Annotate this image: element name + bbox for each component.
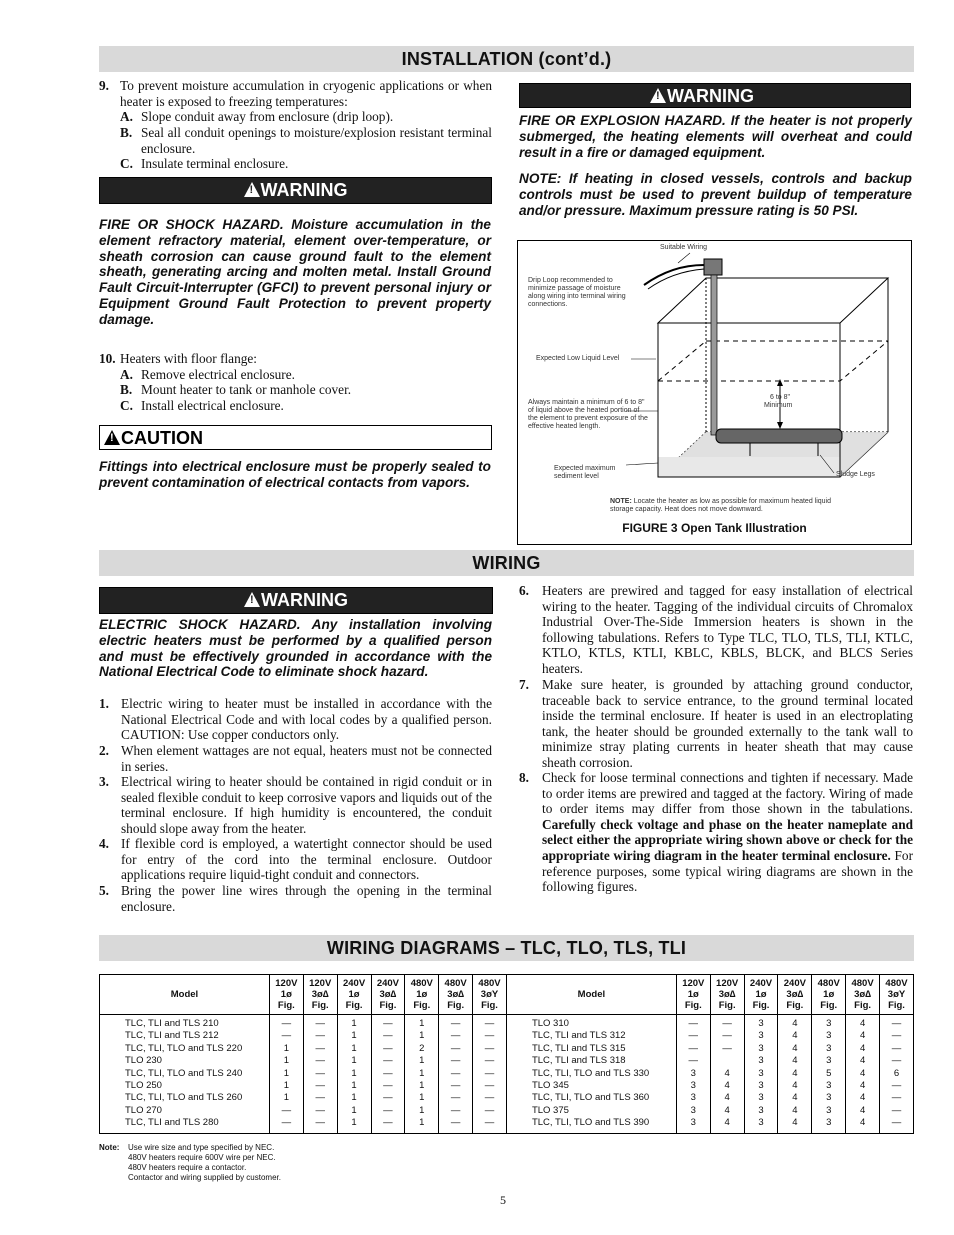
model-name: TLC, TLI, TLO and TLS 360	[531, 1092, 650, 1104]
figure-value: 4	[792, 1055, 798, 1067]
item-10-number: 10.	[99, 351, 116, 366]
warning-label: WARNING	[260, 180, 348, 200]
wiring-diagrams-table	[99, 974, 914, 1134]
column-header-line: 3ø∆	[854, 989, 872, 1000]
figure-value: 3	[690, 1092, 696, 1104]
table-note-1: Use wire size and type specified by NEC.	[128, 1143, 275, 1152]
figure-value: 4	[724, 1117, 730, 1129]
figure-value: 4	[792, 1117, 798, 1129]
figure-value: —	[383, 1104, 393, 1116]
installation-header: INSTALLATION (cont’d.)	[99, 46, 914, 72]
figure-value: —	[484, 1030, 495, 1042]
figure-value: —	[688, 1055, 699, 1067]
column-header-line: 120V	[716, 978, 739, 989]
wiring-item-7-text: Make sure heater, is grounded by attaching ground conductor, traceable back to service entrance, to the ground terminal located inside the terminal enclosure. If heater is used in an electroplating tank, the heater should be grounded externally to the tank wall to minimize stray plating currents in heater sheath that may cause sheath corrosion.	[542, 677, 913, 770]
wiring-item-8-number: 8.	[519, 770, 529, 785]
figure-value: 6	[893, 1067, 900, 1079]
figure-value: 4	[792, 1092, 798, 1104]
figure-value: 4	[792, 1067, 798, 1079]
figure-value: —	[315, 1042, 325, 1054]
figure-cell	[405, 1015, 439, 1134]
column-header-voltage	[473, 975, 507, 1015]
figure-value: 1	[283, 1067, 289, 1079]
column-header-voltage	[880, 975, 914, 1015]
figure-value: —	[383, 1117, 393, 1129]
model-name: TLO 230	[125, 1055, 162, 1067]
page-number: 5	[500, 1193, 506, 1207]
column-header-line: Fig.	[379, 1000, 397, 1011]
label-drip-loop: Drip Loop recommended to minimize passage of moisture along wiring into terminal wiring connections.	[528, 277, 626, 308]
figure-value: —	[383, 1042, 393, 1054]
figure-value	[711, 1055, 744, 1067]
figure-value: 4	[859, 1104, 866, 1116]
column-header-line: Fig.	[820, 1000, 838, 1011]
figure-value: 1	[419, 1079, 425, 1091]
column-header-line: 240V	[783, 978, 806, 989]
figure-value: 1	[419, 1117, 425, 1129]
figure-value: —	[450, 1055, 461, 1067]
figure-value: 3	[758, 1104, 764, 1116]
caution-triangle-icon: !	[104, 430, 120, 445]
column-header-line: 240V	[376, 978, 400, 989]
item-10c-letter: C.	[120, 398, 133, 413]
figure-value: —	[891, 1117, 902, 1129]
model-name: TLO 270	[125, 1104, 162, 1116]
figure-cell	[337, 1015, 371, 1134]
wiring-diagrams-header: WIRING DIAGRAMS – TLC, TLO, TLS, TLI	[99, 935, 914, 961]
table-note-2: 480V heaters require 600V wire per NEC.	[128, 1153, 276, 1162]
column-header-voltage	[812, 975, 846, 1015]
model-name: TLC, TLI and TLS 210	[125, 1018, 219, 1029]
figure-value: 4	[859, 1117, 866, 1129]
figure-value: 1	[351, 1104, 357, 1116]
figure-value: 4	[724, 1079, 730, 1091]
figure-3-caption: FIGURE 3 Open Tank Illustration	[622, 521, 807, 535]
figure-value: 1	[351, 1092, 357, 1104]
model-name: TLC, TLI, TLO and TLS 330	[531, 1067, 650, 1079]
column-header-voltage	[778, 975, 812, 1015]
figure-value: 3	[758, 1067, 764, 1079]
warning-banner-electric-shock	[99, 587, 493, 614]
item-9c-letter: C.	[120, 156, 133, 171]
figure-value: —	[891, 1030, 902, 1042]
figure-value: 1	[351, 1055, 357, 1067]
column-header-line: Fig.	[786, 1000, 804, 1011]
figure-value: —	[315, 1067, 325, 1079]
label-suitable-wiring: Suitable Wiring	[660, 244, 708, 251]
figure-value: 4	[724, 1067, 730, 1079]
figure-value: 1	[419, 1092, 425, 1104]
column-header-line: Fig.	[481, 1000, 498, 1011]
model-name: TLC, TLI and TLS 318	[531, 1055, 626, 1067]
figure-value: —	[891, 1018, 902, 1029]
column-header-voltage	[710, 975, 744, 1015]
warning-fire-explosion-text: FIRE OR EXPLOSION HAZARD. If the heater is not properly submerged, the heating elements will overheat and could result in a fire or damaged equipment.	[519, 113, 912, 160]
wiring-item-4-text: If flexible cord is employed, a watertight connector should be used for entry of the cord into the terminal enclosure. Outdoor applications require liquid-tight conduit and connectors.	[121, 836, 492, 883]
figure-value: —	[891, 1104, 902, 1116]
column-header-voltage	[303, 975, 337, 1015]
figure-value: —	[450, 1067, 461, 1079]
table-notes	[99, 1143, 281, 1182]
wiring-item-8-text-b: For reference purposes, some typical wiring diagrams are shown in the following figures.	[542, 847, 914, 895]
label-sediment-level: Expected maximum sediment level	[554, 465, 616, 480]
figure-value: 1	[419, 1104, 425, 1116]
figure-value: —	[315, 1079, 325, 1091]
figure-value: 1	[351, 1079, 357, 1091]
column-header-line: Fig.	[752, 1000, 770, 1011]
figure-3-open-tank	[517, 240, 912, 545]
figure-value: —	[484, 1117, 495, 1129]
figure-value: —	[722, 1042, 732, 1054]
figure-value: —	[450, 1042, 461, 1054]
column-header-line: 3ø∆	[718, 989, 736, 1000]
item-9-number: 9.	[99, 78, 109, 93]
figure-value: 3	[758, 1042, 764, 1054]
column-header-line: 1ø	[416, 989, 428, 1000]
column-header-voltage	[405, 975, 439, 1015]
column-header-line: 3ø∆	[379, 989, 397, 1000]
table-note-label: Note:	[99, 1143, 120, 1152]
figure-value: 1	[351, 1042, 357, 1054]
wiring-item-1-number: 1.	[99, 696, 109, 711]
column-header-line: 1ø	[755, 989, 767, 1000]
figure-value: 3	[690, 1117, 696, 1129]
column-header-voltage	[676, 975, 710, 1015]
column-header-line: Fig.	[413, 1000, 431, 1011]
figure-value: —	[281, 1117, 292, 1129]
warning-label: WARNING	[261, 590, 348, 610]
column-header-line: 3ø∆	[447, 989, 465, 1000]
label-sludge-legs: Sludge Legs	[836, 471, 875, 478]
figure-cell	[778, 1015, 812, 1134]
warning-triangle-icon: !	[244, 182, 260, 197]
figure-value: —	[688, 1030, 699, 1042]
wiring-item-3-text: Electrical wiring to heater should be contained in rigid conduit or in sealed flexible conduit to keep corrosive vapors and liquids out of the terminal enclosure. If high humidity is encountered, the conduit should slope away from the heater.	[121, 774, 492, 836]
table-header-row	[100, 975, 914, 1015]
column-header-model	[506, 975, 676, 1015]
figure-value: —	[688, 1018, 699, 1029]
figure-value: 1	[283, 1079, 289, 1091]
figure-value: —	[484, 1104, 495, 1116]
wiring-item-8-text	[542, 770, 913, 895]
figure-value: 3	[826, 1092, 832, 1104]
table-notes-list	[128, 1143, 388, 1183]
figure-value: 3	[826, 1104, 832, 1116]
model-name: TLC, TLI and TLS 315	[531, 1042, 626, 1054]
figure-value: —	[891, 1079, 902, 1091]
figure-cell	[744, 1015, 778, 1134]
figure-value: 3	[758, 1092, 764, 1104]
figure-value: 4	[859, 1079, 866, 1091]
figure-value: 3	[758, 1030, 764, 1042]
column-header-line: 1ø	[280, 989, 292, 1000]
figure-value: —	[891, 1042, 902, 1054]
figure-value: —	[484, 1042, 495, 1054]
column-header-voltage	[846, 975, 880, 1015]
figure-value: —	[722, 1030, 732, 1042]
figure-note-text: Locate the heater as low as possible for maximum heated liquid storage capacity. Heat does not move downward.	[610, 498, 832, 513]
figure-cell	[846, 1015, 880, 1134]
figure-value: 3	[826, 1055, 832, 1067]
item-9a-letter: A.	[120, 109, 133, 124]
figure-value: —	[281, 1104, 292, 1116]
warning-pressure-note: NOTE: If heating in closed vessels, controls and backup controls must be used to prevent buildup of temperature and/or pressure. Maximum pressure rating is 50 PSI.	[519, 171, 912, 218]
column-header-line: 480V	[478, 978, 501, 989]
item-10b-text: Mount heater to tank or manhole cover.	[141, 382, 352, 397]
column-header-voltage	[337, 975, 371, 1015]
figure-value: —	[484, 1092, 495, 1104]
figure-value: —	[315, 1055, 325, 1067]
figure-value: 4	[859, 1092, 866, 1104]
column-header-line: Fig.	[888, 1000, 905, 1011]
figure-value: —	[450, 1117, 461, 1129]
figure-value: 4	[859, 1055, 866, 1067]
column-header-line: 240V	[749, 978, 773, 989]
wiring-item-7-number: 7.	[519, 677, 529, 692]
item-9b-letter: B.	[120, 125, 133, 140]
column-header-line: Fig.	[345, 1000, 363, 1011]
figure-value: 1	[419, 1067, 425, 1079]
column-header-line: 1ø	[823, 989, 835, 1000]
figure-value: 1	[419, 1055, 425, 1067]
figure-value: —	[315, 1018, 325, 1029]
column-header-line: Fig.	[311, 1000, 329, 1011]
figure-value: —	[484, 1067, 495, 1079]
column-header-line: 120V	[275, 978, 298, 989]
figure-value: 4	[792, 1030, 798, 1042]
model-name: TLO 250	[125, 1079, 162, 1091]
figure-value: —	[315, 1030, 325, 1042]
column-header-line: Fig.	[277, 1000, 295, 1011]
label-expected-low-level: Expected Low Liquid Level	[536, 355, 620, 362]
figure-value: 4	[859, 1042, 866, 1054]
figure-cell	[812, 1015, 846, 1134]
caution-banner	[99, 425, 492, 450]
figure-value: —	[315, 1117, 325, 1129]
figure-value: 1	[283, 1055, 289, 1067]
column-header-line: Fig.	[718, 1000, 736, 1011]
model-cell	[506, 1015, 676, 1134]
wiring-header: WIRING	[99, 550, 914, 576]
figure-value: —	[450, 1018, 461, 1029]
column-header-line: 3øY	[887, 989, 906, 1000]
figure-value: 1	[283, 1092, 289, 1104]
model-name: TLO 310	[531, 1018, 569, 1029]
figure-value: 3	[758, 1018, 764, 1029]
label-always-maintain: Always maintain a minimum of 6 to 8" of liquid above the heated portion of the element to prevent exposure of the effective heated length.	[528, 399, 648, 430]
figure-value: 1	[283, 1042, 289, 1054]
column-header-voltage	[269, 975, 303, 1015]
column-header-model	[100, 975, 270, 1015]
figure-cell	[303, 1015, 337, 1134]
column-header-voltage	[744, 975, 778, 1015]
figure-value: 1	[351, 1117, 357, 1129]
label-minimum: Minimum	[764, 402, 793, 409]
table-note-3: 480V heaters require a contactor.	[128, 1163, 247, 1172]
figure-cell	[371, 1015, 405, 1134]
model-name: TLC, TLI, TLO and TLS 240	[125, 1067, 243, 1079]
column-header-line: 3ø∆	[311, 989, 329, 1000]
column-header-line: 120V	[309, 978, 332, 989]
figure-value: 4	[792, 1104, 798, 1116]
figure-value: 3	[826, 1018, 832, 1029]
warning-label: WARNING	[667, 86, 754, 106]
figure-value: 1	[351, 1018, 357, 1029]
figure-value: 5	[826, 1067, 832, 1079]
model-name: TLC, TLI and TLS 212	[125, 1030, 219, 1042]
figure-value: 1	[419, 1030, 425, 1042]
figure-value: 3	[758, 1055, 764, 1067]
model-name: TLC, TLI, TLO and TLS 390	[531, 1117, 650, 1129]
figure-value: 3	[690, 1079, 696, 1091]
warning-electric-shock-text: ELECTRIC SHOCK HAZARD. Any installation involving electric heaters must be performed by a qualified person and must be effectively grounded in accordance with the National Electrical Code to eliminate shock hazard.	[99, 617, 492, 680]
figure-cell	[473, 1015, 507, 1134]
model-name: TLC, TLI and TLS 312	[531, 1030, 626, 1042]
warning-banner-fire-shock	[99, 177, 492, 204]
wiring-item-8-text-a: Check for loose terminal connections and tighten if necessary. Made to order items are prewired and tagged at the factory. Wiring of made to order items may differ from those shown in the tabulations.	[542, 770, 913, 817]
figure-value: 4	[792, 1042, 798, 1054]
item-9a-text: Slope conduit away from enclosure (drip loop).	[141, 109, 394, 124]
model-name: TLC, TLI, TLO and TLS 220	[125, 1042, 243, 1054]
figure-value: —	[281, 1018, 292, 1029]
wiring-item-3-number: 3.	[99, 774, 109, 789]
wiring-item-8-text-bold: Carefully check voltage and phase on the heater nameplate and select either the appropriate wiring shown above or check for the appropriate wiring diagram in the heater terminal enclosure.	[542, 816, 913, 863]
figure-cell	[269, 1015, 303, 1134]
column-header-line: 3ø∆	[786, 989, 804, 1000]
caution-label: CAUTION	[121, 428, 203, 448]
column-header-voltage	[439, 975, 473, 1015]
figure-value: 4	[792, 1079, 798, 1091]
figure-value: —	[383, 1018, 393, 1029]
figure-value: 4	[859, 1018, 866, 1029]
figure-value: 3	[690, 1067, 696, 1079]
figure-value: 3	[826, 1042, 832, 1054]
column-header-line: 240V	[342, 978, 366, 989]
wiring-item-2-number: 2.	[99, 743, 109, 758]
figure-note	[610, 498, 840, 514]
figure-value: —	[450, 1092, 461, 1104]
figure-value: —	[688, 1042, 699, 1054]
wiring-item-2-text: When element wattages are not equal, heaters must not be connected in series.	[121, 743, 492, 774]
item-9-text: To prevent moisture accumulation in cryogenic applications or when heater is exposed to freezing temperatures:	[120, 78, 492, 109]
column-header-line: 480V	[851, 978, 874, 989]
item-9c-text: Insulate terminal enclosure.	[141, 156, 289, 171]
column-header-line: 1ø	[687, 989, 699, 1000]
figure-value: 1	[351, 1030, 357, 1042]
item-10a-text: Remove electrical enclosure.	[141, 367, 295, 382]
warning-triangle-icon: !	[650, 88, 666, 103]
figure-value: —	[891, 1055, 902, 1067]
figure-cell	[676, 1015, 710, 1134]
figure-note-label: NOTE:	[610, 498, 632, 505]
figure-value: 1	[419, 1018, 425, 1029]
figure-cell	[880, 1015, 914, 1134]
column-header-line: 480V	[817, 978, 840, 989]
figure-value: —	[484, 1079, 495, 1091]
figure-value: 4	[859, 1030, 866, 1042]
model-name: TLO 345	[531, 1079, 569, 1091]
column-header-voltage	[371, 975, 405, 1015]
wiring-item-4-number: 4.	[99, 836, 109, 851]
model-name: TLC, TLI and TLS 280	[125, 1117, 219, 1129]
figure-value: 3	[690, 1104, 696, 1116]
warning-fire-shock-text: FIRE OR SHOCK HAZARD. Moisture accumulation in the element refractory material, element over-temperature, or sheath corrosion can cause ground fault to the element sheath, generating arcing and molten metal. Install Ground Fault Circuit-Interrupter (GFCI) to prevent personal injury or Equipment Ground Fault Protection to prevent property damage.	[99, 217, 491, 327]
figure-value: 4	[859, 1067, 866, 1079]
model-cell	[100, 1015, 270, 1134]
figure-value: —	[315, 1092, 325, 1104]
table-note-4: Contactor and wiring supplied by customer.	[128, 1173, 281, 1182]
wiring-item-5-number: 5.	[99, 883, 109, 898]
caution-text: Fittings into electrical enclosure must be properly sealed to prevent contamination of electrical contacts from vapors.	[99, 459, 491, 490]
figure-value: 4	[724, 1104, 730, 1116]
item-10a-letter: A.	[120, 367, 133, 382]
figure-value: —	[484, 1055, 495, 1067]
column-header-line: 480V	[410, 978, 433, 989]
figure-cell	[710, 1015, 744, 1134]
column-header-line: Fig.	[447, 1000, 465, 1011]
column-header-line: Fig.	[684, 1000, 702, 1011]
figure-value: —	[383, 1067, 393, 1079]
model-name: TLO 375	[531, 1104, 569, 1116]
figure-value: —	[450, 1079, 461, 1091]
label-six-to-eight: 6 to 8"	[770, 394, 790, 401]
item-9b-text: Seal all conduit openings to moisture/explosion resistant terminal enclosure.	[141, 125, 492, 156]
figure-value: 1	[351, 1067, 357, 1079]
figure-value: —	[450, 1104, 461, 1116]
column-header-line: 480V	[444, 978, 467, 989]
figure-value: —	[891, 1092, 902, 1104]
figure-value: 4	[792, 1018, 798, 1029]
wiring-item-5-text: Bring the power line wires through the opening in the terminal enclosure.	[121, 883, 492, 914]
item-10c-text: Install electrical enclosure.	[141, 398, 284, 413]
figure-value: 3	[826, 1079, 832, 1091]
figure-value: —	[484, 1018, 495, 1029]
warning-triangle-icon: !	[244, 592, 260, 607]
figure-value: 3	[826, 1030, 832, 1042]
figure-value: 3	[758, 1079, 764, 1091]
figure-value: —	[315, 1104, 325, 1116]
item-10b-letter: B.	[120, 382, 133, 397]
table-body-row	[100, 1015, 914, 1134]
figure-cell	[439, 1015, 473, 1134]
wiring-item-6-text: Heaters are prewired and tagged for easy installation of electrical wiring to the heater. Tagging of the individual circuits of Chromalox Industrial Over-The-Side Immersion heaters is shown in the following tabulations. Refers to Type TLC, TLO, TLS, TLI, KTLC, KTLO, KTLS, KTLI, KBLC, KBLS, BLCK, and BLCS Series heaters.	[542, 583, 913, 676]
column-header-line: Fig.	[854, 1000, 872, 1011]
figure-value: —	[450, 1030, 461, 1042]
figure-value: —	[722, 1018, 732, 1029]
wiring-item-1-text: Electric wiring to heater must be installed in accordance with the National Electrical Code and with local codes by a qualified person. CAUTION: Use copper conductors only.	[121, 696, 492, 743]
figure-value: —	[383, 1092, 393, 1104]
warning-banner-fire-explosion	[519, 83, 911, 108]
figure-value: —	[383, 1055, 393, 1067]
figure-value: 4	[724, 1092, 730, 1104]
figure-value: —	[383, 1030, 393, 1042]
column-header-model-label: Model	[577, 989, 606, 1000]
wiring-item-6-number: 6.	[519, 583, 529, 598]
column-header-line: 3øY	[480, 989, 499, 1000]
figure-value: 3	[826, 1117, 832, 1129]
figure-value: 2	[419, 1042, 425, 1054]
column-header-model-label: Model	[170, 989, 199, 1000]
model-name: TLC, TLI, TLO and TLS 260	[125, 1092, 243, 1104]
item-10-text: Heaters with floor flange:	[120, 351, 257, 366]
column-header-line: 120V	[682, 978, 705, 989]
column-header-line: 480V	[885, 978, 908, 989]
figure-value: —	[383, 1079, 393, 1091]
column-header-line: 1ø	[348, 989, 360, 1000]
figure-value: —	[281, 1030, 292, 1042]
figure-value: 3	[758, 1117, 764, 1129]
